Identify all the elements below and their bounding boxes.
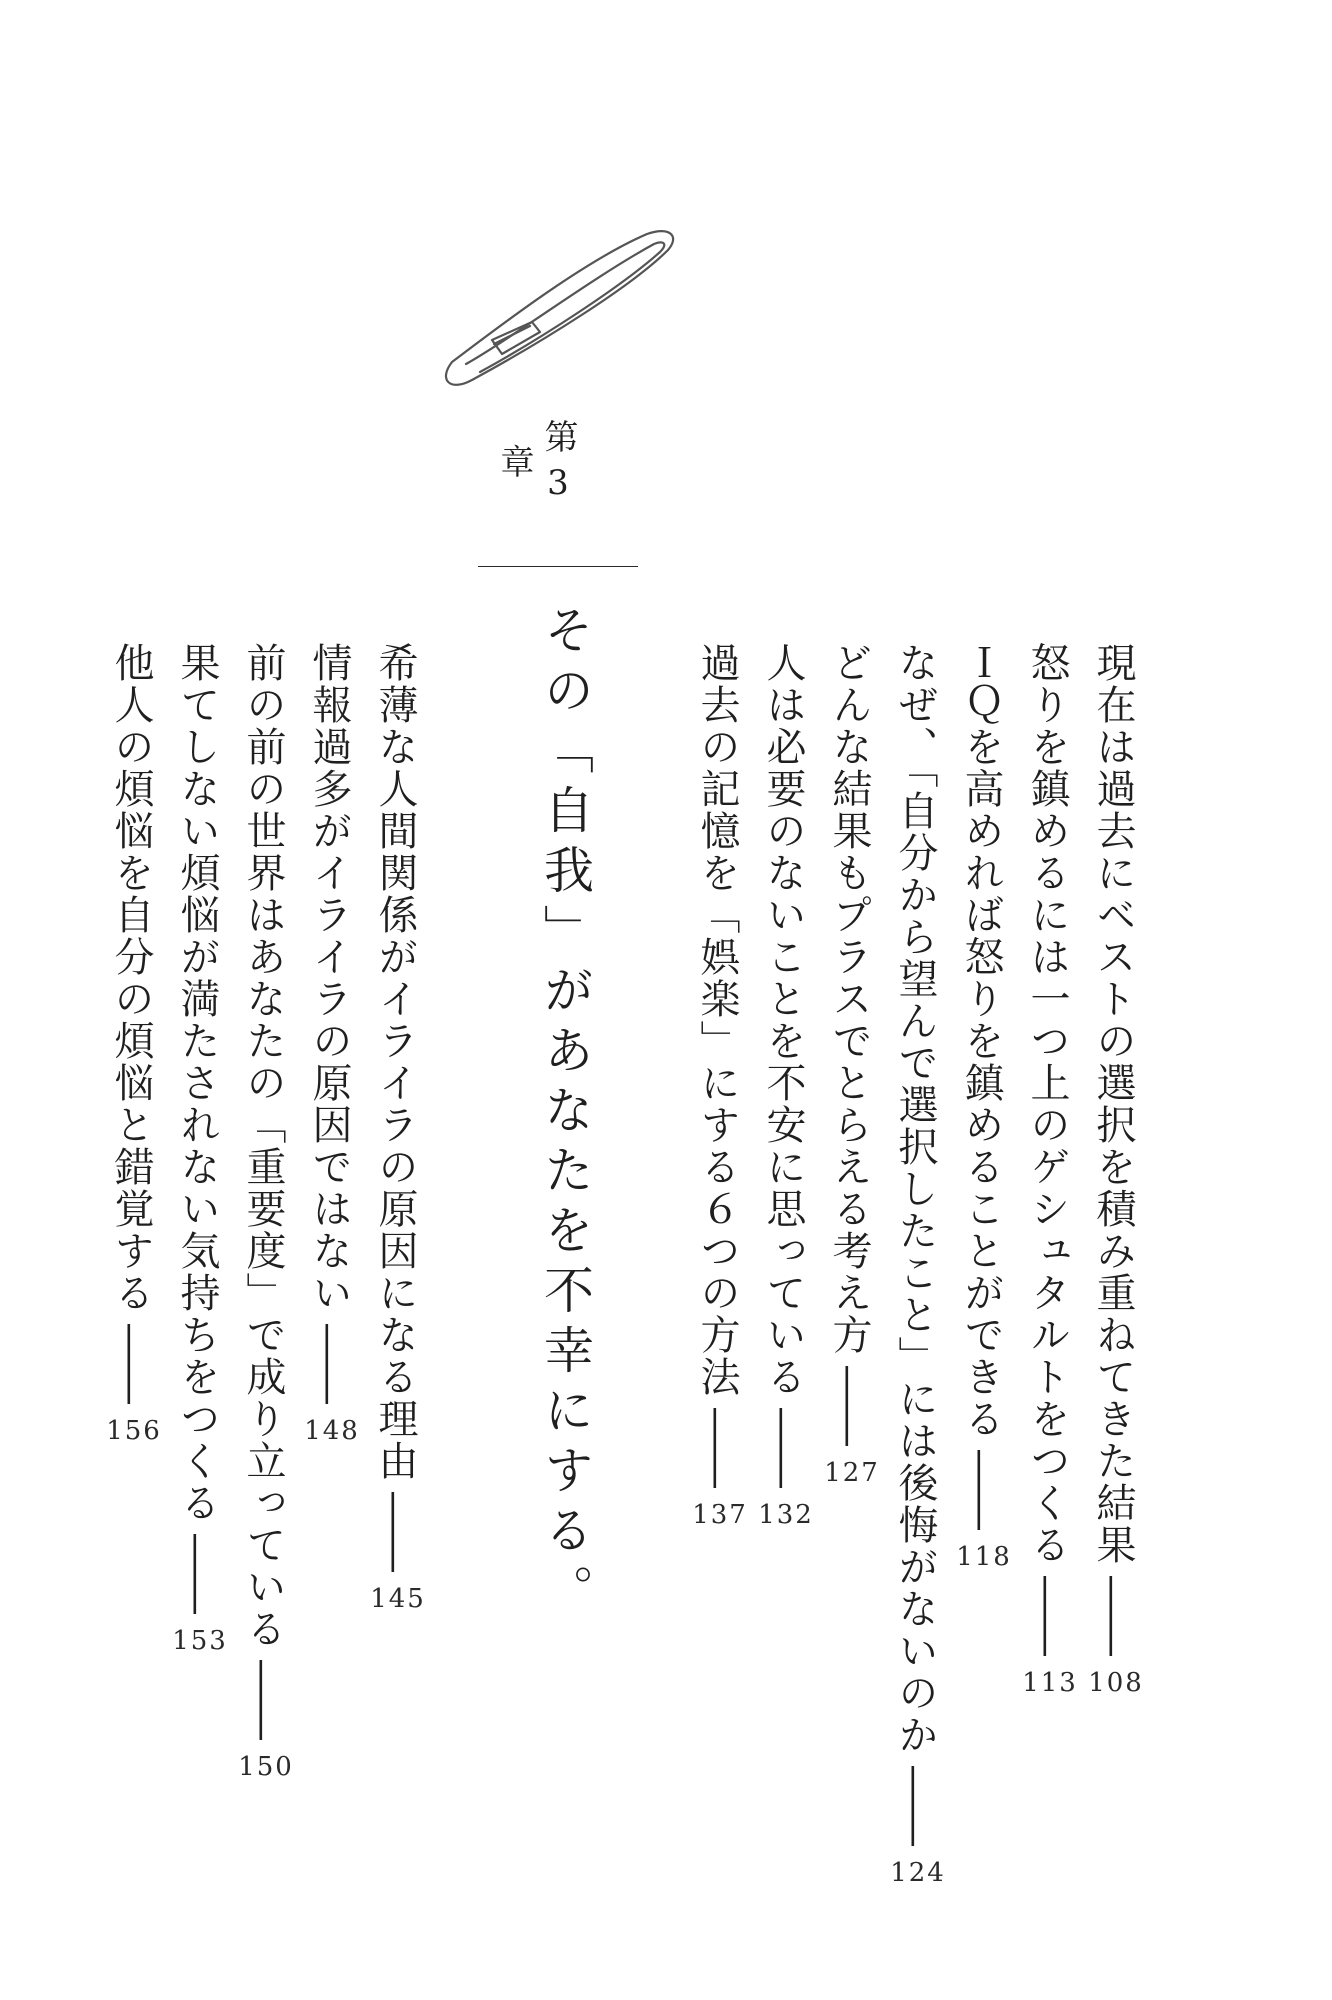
toc-dash: ―― xyxy=(372,1492,418,1572)
toc-page-number: 145 xyxy=(370,1584,426,1614)
toc-page-number: 113 xyxy=(1022,1668,1078,1698)
toc-entry[interactable] xyxy=(886,642,946,1888)
toc-page-number: 127 xyxy=(824,1458,880,1488)
toc-entry[interactable] xyxy=(102,642,160,1742)
chapter-marker: 第3章 xyxy=(494,418,578,513)
toc-entry-text: 前の前の世界はあなたの「重要度」で成り立っている xyxy=(240,642,286,1650)
toc-dash: ―― xyxy=(306,1324,352,1404)
chapter-divider xyxy=(478,566,638,567)
toc-page-number: 124 xyxy=(890,1858,946,1888)
toc-page-number: 132 xyxy=(758,1500,814,1530)
toc-entry[interactable] xyxy=(1084,642,1142,1742)
toc-page-number: 137 xyxy=(692,1500,748,1530)
chapter-title: その「自我」があなたを不幸にする。 xyxy=(536,604,594,1624)
toc-dash: ―― xyxy=(174,1534,220,1614)
toc-entry[interactable] xyxy=(234,642,294,1782)
toc-dash: ―― xyxy=(240,1660,286,1740)
toc-entry-text: 情報過多がイライラの原因ではない xyxy=(306,642,352,1314)
paper-clip-icon xyxy=(432,222,682,402)
toc-page-number: 118 xyxy=(956,1542,1012,1572)
toc-entry[interactable] xyxy=(952,642,1010,1742)
toc-entry[interactable] xyxy=(168,642,226,1742)
toc-entry[interactable] xyxy=(366,642,424,1742)
toc-dash: ―― xyxy=(1090,1576,1136,1656)
toc-dash: ―― xyxy=(826,1366,872,1446)
toc-entry-text: 人は必要のないことを不安に思っている xyxy=(760,642,806,1398)
toc-entry[interactable] xyxy=(300,642,358,1742)
toc-entry-text: 現在は過去にベストの選択を積み重ねてきた結果 xyxy=(1090,642,1136,1566)
toc-dash: ―― xyxy=(694,1408,740,1488)
toc-entry-text: 希薄な人間関係がイライラの原因になる理由 xyxy=(372,642,418,1482)
toc-entry-text: どんな結果もプラスでとらえる考え方 xyxy=(826,642,872,1356)
toc-dash: ―― xyxy=(958,1450,1004,1530)
toc-entry-text: ＩＱを高めれば怒りを鎮めることができる xyxy=(958,642,1004,1440)
toc-entry[interactable] xyxy=(688,642,746,1742)
toc-entry-text: 怒りを鎮めるには一つ上のゲシュタルトをつくる xyxy=(1024,642,1070,1566)
toc-page-number: 148 xyxy=(304,1416,360,1446)
toc-entry[interactable] xyxy=(1018,642,1076,1742)
toc-entry-text: 果てしない煩悩が満たされない気持ちをつくる xyxy=(174,642,220,1524)
toc-dash: ―― xyxy=(108,1324,154,1404)
toc-dash: ―― xyxy=(1024,1576,1070,1656)
toc-dash: ―― xyxy=(760,1408,806,1488)
toc-entry-text: 過去の記憶を「娯楽」にする６つの方法 xyxy=(694,642,740,1398)
toc-entry[interactable] xyxy=(754,642,812,1742)
toc-dash: ―― xyxy=(892,1766,938,1846)
toc-page-number: 150 xyxy=(238,1752,294,1782)
toc-page-number: 156 xyxy=(106,1416,162,1446)
toc-entry-text: なぜ、「自分から望んで選択したこと」には後悔がないのか xyxy=(892,642,938,1756)
toc-entry-text: 他人の煩悩を自分の煩悩と錯覚する xyxy=(108,642,154,1314)
toc-page-number: 108 xyxy=(1088,1668,1144,1698)
toc-entry[interactable] xyxy=(820,642,878,1742)
toc-page-number: 153 xyxy=(172,1626,228,1656)
